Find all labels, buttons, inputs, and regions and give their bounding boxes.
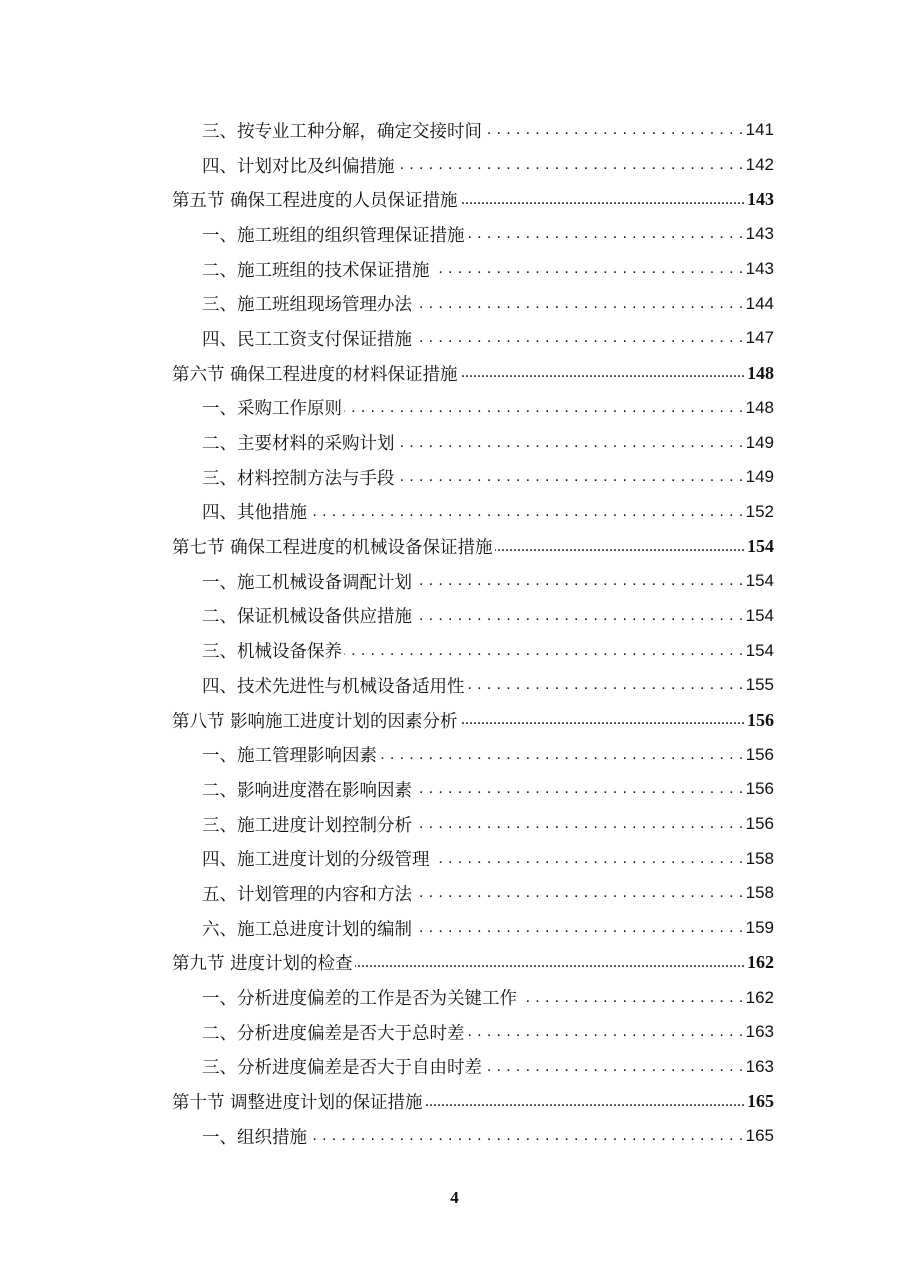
toc-page-number: 162 [747, 952, 774, 973]
toc-subentry[interactable] [0, 633, 774, 668]
toc-entry-title: 第五节 确保工程进度的人员保证措施 [172, 191, 458, 212]
toc-dot-leader [519, 989, 744, 1009]
toc-subentry[interactable] [0, 321, 774, 356]
toc-page-number: 163 [745, 1056, 774, 1076]
toc-subentry[interactable] [0, 391, 774, 426]
toc-dot-leader [397, 468, 744, 488]
toc-page-number: 152 [745, 501, 774, 521]
toc-entry-title: 一、施工机械设备调配计划 [202, 572, 412, 593]
toc-page-number: 154 [747, 536, 774, 557]
toc-dot-leader [484, 121, 744, 141]
toc-entry-title: 四、施工进度计划的分级管理 [202, 850, 430, 871]
toc-section-entry[interactable] [0, 1084, 774, 1119]
toc-entry-title: 三、施工班组现场管理办法 [202, 295, 412, 316]
toc-section-entry[interactable] [0, 529, 774, 564]
toc-entry-title: 一、分析进度偏差的工作是否为关键工作 [202, 989, 517, 1010]
toc-page-number: 158 [745, 883, 774, 903]
toc-dot-leader [425, 1093, 745, 1113]
toc-entry-title: 二、保证机械设备供应措施 [202, 607, 412, 628]
toc-dot-leader [414, 329, 744, 349]
toc-page-number: 154 [745, 571, 774, 591]
toc-entry-title: 一、采购工作原则 [202, 399, 342, 420]
toc-dot-leader [460, 191, 745, 211]
toc-page-number: 156 [745, 779, 774, 799]
toc-page-number: 147 [745, 328, 774, 348]
toc-page-number: 165 [747, 1091, 774, 1112]
toc-page-number: 156 [745, 814, 774, 834]
toc-dot-leader [460, 364, 745, 384]
toc-page-number: 143 [745, 224, 774, 244]
toc-section-entry[interactable] [0, 182, 774, 217]
toc-entry-title: 一、施工班组的组织管理保证措施 [202, 225, 465, 246]
toc-entry-title: 四、技术先进性与机械设备适用性 [202, 676, 465, 697]
toc-page-number: 159 [745, 918, 774, 938]
toc-dot-leader [397, 434, 744, 454]
toc-dot-leader [414, 815, 744, 835]
toc-entry-title: 三、分析进度偏差是否大于自由时差 [202, 1058, 482, 1079]
toc-page-number: 158 [745, 848, 774, 868]
toc-dot-leader [414, 780, 744, 800]
toc-page-number: 154 [745, 640, 774, 660]
toc-page-number: 142 [745, 155, 774, 175]
toc-subentry[interactable] [0, 807, 774, 842]
toc-entry-title: 五、计划管理的内容和方法 [202, 884, 412, 905]
toc-page-number: 148 [747, 362, 774, 383]
toc-subentry[interactable] [0, 599, 774, 634]
toc-subentry[interactable] [0, 737, 774, 772]
toc-subentry[interactable] [0, 252, 774, 287]
toc-entry-title: 六、施工总进度计划的编制 [202, 919, 412, 940]
toc-page-number: 156 [745, 744, 774, 764]
toc-entry-title: 四、民工工资支付保证措施 [202, 329, 412, 350]
toc-dot-leader [344, 642, 744, 662]
toc-entry-title: 一、组织措施 [202, 1127, 307, 1148]
toc-subentry[interactable] [0, 1050, 774, 1085]
toc-page-number: 143 [747, 189, 774, 210]
toc-subentry[interactable] [0, 286, 774, 321]
toc-entry-title: 二、主要材料的采购计划 [202, 434, 395, 455]
toc-dot-leader [432, 850, 744, 870]
toc-subentry[interactable] [0, 564, 774, 599]
toc-entry-title: 二、分析进度偏差是否大于总时差 [202, 1023, 465, 1044]
toc-subentry[interactable] [0, 148, 774, 183]
toc-dot-leader [460, 711, 745, 731]
toc-page-number: 141 [745, 120, 774, 140]
toc-dot-leader [484, 1058, 744, 1078]
toc-entry-title: 三、材料控制方法与手段 [202, 468, 395, 489]
toc-dot-leader [467, 676, 744, 696]
toc-dot-leader [309, 503, 744, 523]
toc-entry-title: 四、其他措施 [202, 503, 307, 524]
toc-entry-title: 四、计划对比及纠偏措施 [202, 156, 395, 177]
toc-subentry[interactable] [0, 841, 774, 876]
toc-subentry[interactable] [0, 980, 774, 1015]
toc-page-number: 143 [745, 259, 774, 279]
toc-subentry[interactable] [0, 876, 774, 911]
toc-entry-title: 第六节 确保工程进度的材料保证措施 [172, 364, 458, 385]
toc-dot-leader [344, 399, 744, 419]
toc-dot-leader [379, 746, 744, 766]
toc-subentry[interactable] [0, 668, 774, 703]
toc-entry-title: 二、施工班组的技术保证措施 [202, 260, 430, 281]
toc-page-number: 154 [745, 605, 774, 625]
toc-entry-title: 一、施工管理影响因素 [202, 746, 377, 767]
toc-page-number: 162 [745, 987, 774, 1007]
toc-dot-leader [309, 1127, 744, 1147]
toc-dot-leader [467, 1023, 744, 1043]
toc-dot-leader [397, 156, 744, 176]
toc-entry-title: 二、影响进度潜在影响因素 [202, 780, 412, 801]
toc-page-number: 149 [745, 467, 774, 487]
toc-page-number: 163 [745, 1022, 774, 1042]
toc-subentry[interactable] [0, 495, 774, 530]
toc-page-number: 148 [745, 397, 774, 417]
toc-entry-title: 第九节 进度计划的检查 [172, 954, 353, 975]
toc-dot-leader [414, 572, 744, 592]
toc-dot-leader [432, 260, 744, 280]
toc-section-entry[interactable] [0, 946, 774, 981]
toc-subentry[interactable] [0, 772, 774, 807]
toc-subentry[interactable] [0, 911, 774, 946]
toc-subentry[interactable] [0, 113, 774, 148]
toc-page-number: 149 [745, 432, 774, 452]
toc-dot-leader [467, 225, 744, 245]
toc-subentry[interactable] [0, 460, 774, 495]
page-number: 4 [450, 1188, 459, 1207]
toc-page-number: 156 [747, 709, 774, 730]
toc-entry-title: 三、按专业工种分解，确定交接时间 [202, 121, 482, 142]
toc-entry-title: 第七节 确保工程进度的机械设备保证措施 [172, 538, 493, 559]
table-of-contents [0, 113, 909, 1154]
toc-entry-title: 三、机械设备保养 [202, 642, 342, 663]
toc-subentry[interactable] [0, 425, 774, 460]
toc-dot-leader [414, 884, 744, 904]
toc-dot-leader [414, 919, 744, 939]
toc-entry-title: 三、施工进度计划控制分析 [202, 815, 412, 836]
toc-section-entry[interactable] [0, 356, 774, 391]
toc-entry-title: 第八节 影响施工进度计划的因素分析 [172, 711, 458, 732]
toc-subentry[interactable] [0, 1015, 774, 1050]
toc-subentry[interactable] [0, 1119, 774, 1154]
toc-entry-title: 第十节 调整进度计划的保证措施 [172, 1093, 423, 1114]
toc-dot-leader [414, 295, 744, 315]
toc-page-number: 144 [745, 293, 774, 313]
toc-section-entry[interactable] [0, 703, 774, 738]
toc-page-number: 155 [745, 675, 774, 695]
toc-dot-leader [355, 954, 745, 974]
toc-page-number: 165 [745, 1126, 774, 1146]
toc-subentry[interactable] [0, 217, 774, 252]
toc-dot-leader [414, 607, 744, 627]
toc-dot-leader [495, 538, 745, 558]
